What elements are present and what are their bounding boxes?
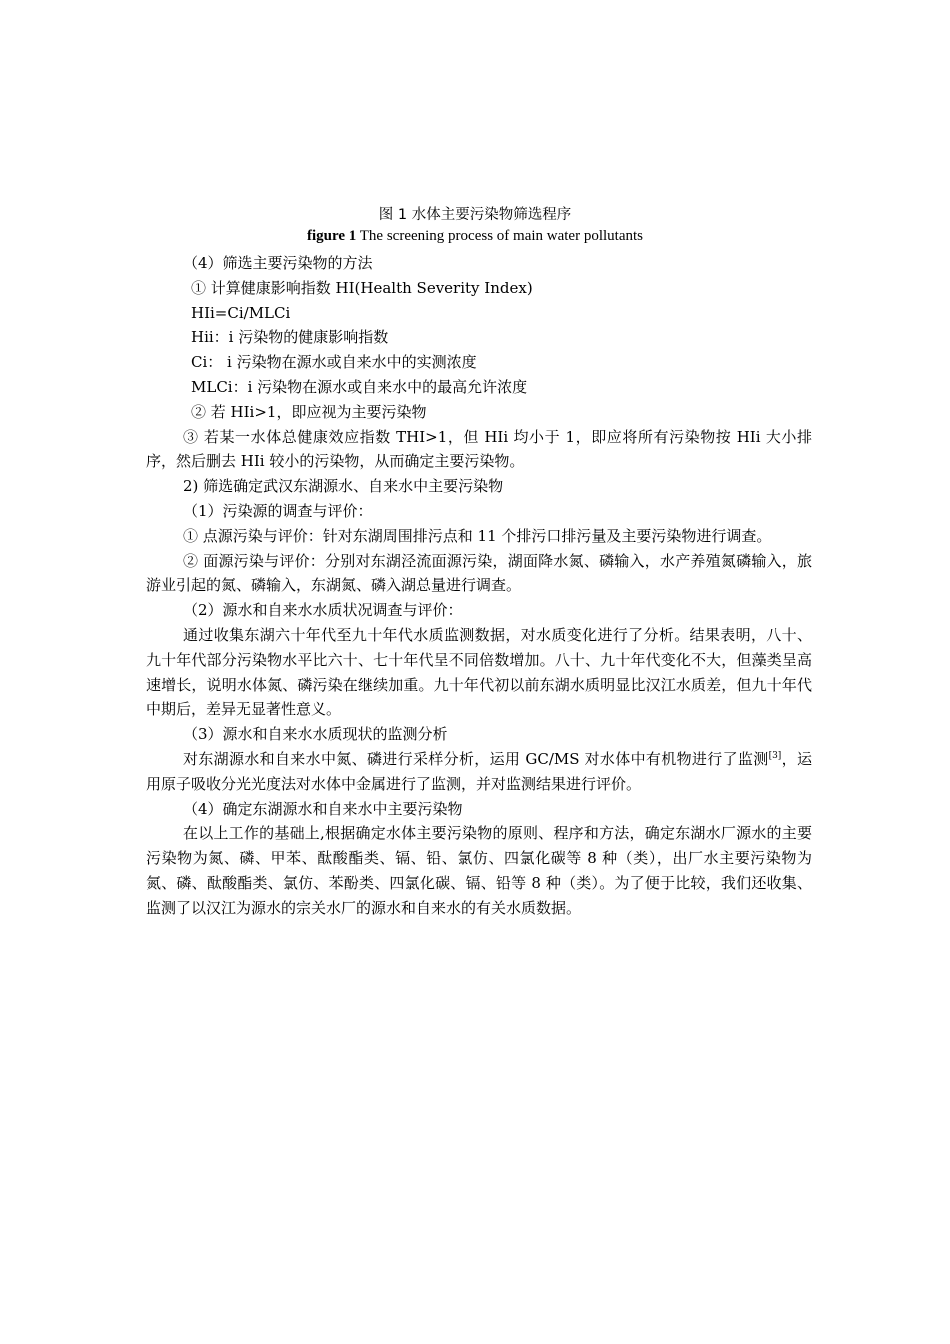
monitoring-text-b: ，运用原子吸收分光光度法对水体中金属进行了监测，并对监测结果进行评价。 xyxy=(146,749,812,793)
figure-caption-text: The screening process of main water pollutants xyxy=(356,228,644,244)
paragraph-conclusion: 在以上工作的基础上,根据确定水体主要污染物的原则、程序和方法，确定东湖水厂源水的主要污染物为氮、磷、甲苯、酞酸酯类、镉、铅、氯仿、四氯化碳等 8 种（类），出厂水主要污染物为氮、磷、酞酸酯类、氯仿、苯酚类、四氯化碳、镉、铅等 8 种（类）。为了便于比较，我们还收集、监测了以汉江为源水的宗关水厂的源水和自来水的有关水质数据。 xyxy=(146,824,812,917)
step-threshold: ② 若 HIi>1，即应视为主要污染物 xyxy=(191,402,427,421)
paragraph-point-source: ① 点源污染与评价：针对东湖周围排污点和 11 个排污口排污量及主要污染物进行调查。 xyxy=(183,526,772,545)
section-heading-2: 2) 筛选确定武汉东湖源水、自来水中主要污染物 xyxy=(183,477,504,496)
paragraph-monitoring xyxy=(146,747,812,797)
subheading-water-quality-survey: （2）源水和自来水水质状况调查与评价： xyxy=(183,601,463,620)
document-body xyxy=(146,251,812,921)
step-hi-index: ① 计算健康影响指数 HI(Health Severity Index) xyxy=(191,278,533,297)
formula-hi: HIi=Ci/MLCi xyxy=(191,303,291,322)
figure-caption-cn: 图 1 水体主要污染物筛选程序 xyxy=(378,207,572,223)
def-mlci: MLCi：i 污染物在源水或自来水中的最高允许浓度 xyxy=(191,377,528,396)
paragraph-area-source: ② 面源污染与评价：分别对东湖泾流面源污染，湖面降水氮、磷输入，水产养殖氮磷输入，旅游业引起的氮、磷输入，东湖氮、磷入湖总量进行调查。 xyxy=(146,551,812,595)
figure-caption-en xyxy=(0,228,950,245)
monitoring-text-a: 对东湖源水和自来水中氮、磷进行采样分析，运用 GC/MS 对水体中有机物进行了监测 xyxy=(183,749,769,768)
subheading-monitoring: （3）源水和自来水水质现状的监测分析 xyxy=(183,725,448,744)
paragraph-thi: ③ 若某一水体总健康效应指数 THI>1，但 HIi 均小于 1，即应将所有污染物按 HIi 大小排序，然后删去 HIi 较小的污染物，从而确定主要污染物。 xyxy=(146,427,812,471)
reference-mark: [3] xyxy=(768,750,782,761)
subheading-main-pollutants: （4）确定东湖源水和自来水中主要污染物 xyxy=(183,799,463,818)
def-hii: Hii：i 污染物的健康影响指数 xyxy=(191,328,389,347)
subheading-pollution-source: （1）污染源的调查与评价： xyxy=(183,501,373,520)
figure-label: figure 1 xyxy=(306,228,357,244)
paragraph-history: 通过收集东湖六十年代至九十年代水质监测数据，对水质变化进行了分析。结果表明，八十、九十年代部分污染物水平比六十、七十年代呈不同倍数增加。八十、九十年代变化不大，但藻类呈高速增长，说明水体氮、磷污染在继续加重。九十年代初以前东湖水质明显比汉江水质差，但九十年代中期后，差异无显著性意义。 xyxy=(146,625,812,719)
def-ci: Ci： i 污染物在源水或自来水中的实测浓度 xyxy=(191,353,477,372)
method-heading: （4）筛选主要污染物的方法 xyxy=(183,254,373,272)
